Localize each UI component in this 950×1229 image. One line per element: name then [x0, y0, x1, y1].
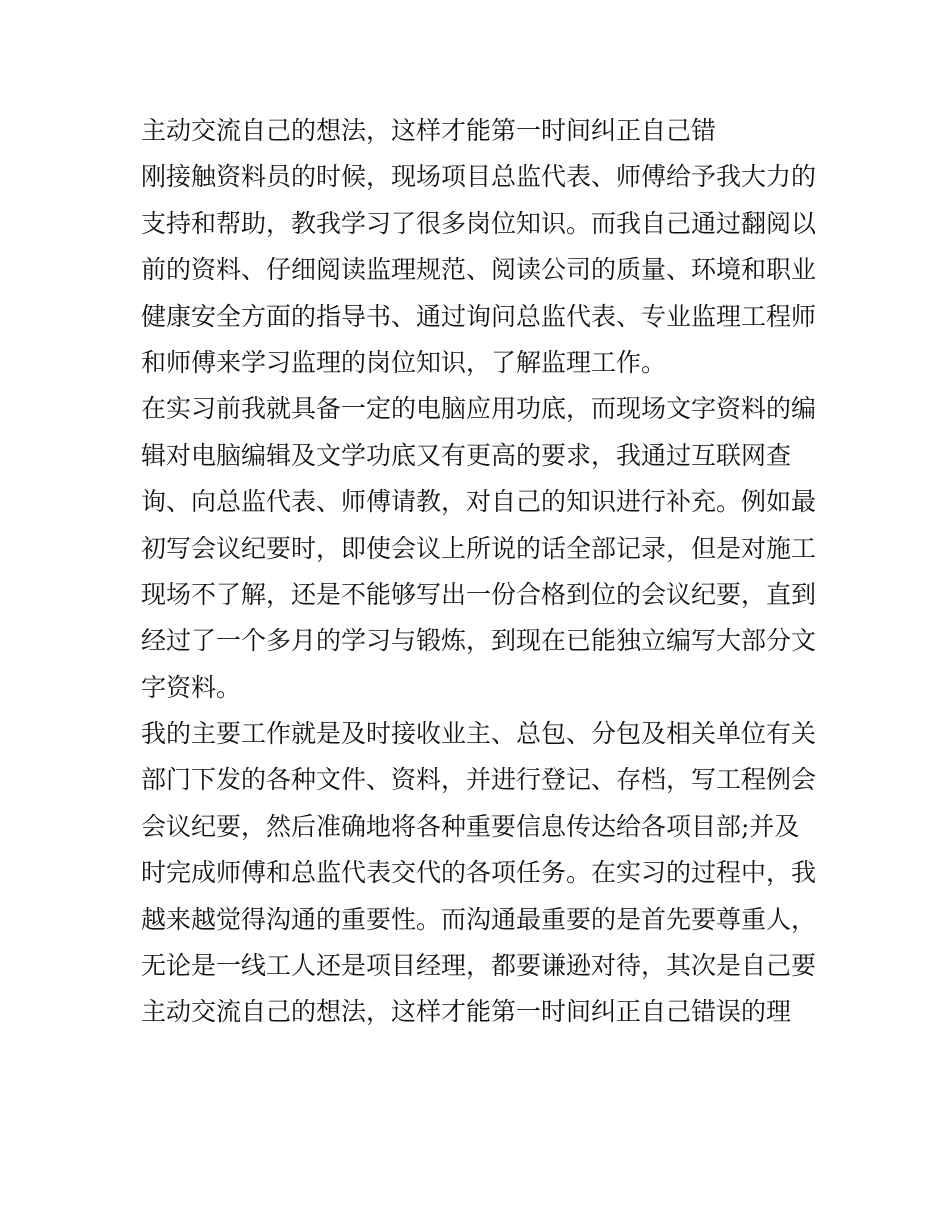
- text-line-10: 初写会议纪要时，即使会议上所说的话全部记录，但是对施工: [141, 533, 817, 563]
- text-line-2: 刚接触资料员的时候，现场项目总监代表、师傅给予我大力的: [141, 162, 817, 192]
- text-line-18: 越来越觉得沟通的重要性。而沟通最重要的是首先要尊重人，: [141, 904, 817, 934]
- text-line-15: 部门下发的各种文件、资料，并进行登记、存档，写工程例会: [141, 765, 817, 795]
- text-line-6: 和师傅来学习监理的岗位知识，了解监理工作。: [141, 347, 667, 377]
- text-line-14: 我的主要工作就是及时接收业主、总包、分包及相关单位有关: [141, 719, 817, 749]
- text-line-3: 支持和帮助，教我学习了很多岗位知识。而我自己通过翻阅以: [141, 208, 817, 238]
- text-line-16: 会议纪要，然后准确地将各种重要信息传达给各项目部;并及: [141, 811, 800, 841]
- text-line-4: 前的资料、仔细阅读监理规范、阅读公司的质量、环境和职业: [141, 255, 817, 285]
- document-body: [141, 108, 821, 1036]
- text-line-20: 主动交流自己的想法，这样才能第一时间纠正自己错误的理: [141, 997, 792, 1027]
- text-line-7: 在实习前我就具备一定的电脑应用功底，而现场文字资料的编: [141, 394, 817, 424]
- text-line-19: 无论是一线工人还是项目经理，都要谦逊对待，其次是自己要: [141, 951, 817, 981]
- text-line-12: 经过了一个多月的学习与锻炼，到现在已能独立编写大部分文: [141, 626, 817, 656]
- text-line-8: 辑对电脑编辑及文学功底又有更高的要求，我通过互联网查: [141, 440, 792, 470]
- text-line-11: 现场不了解，还是不能够写出一份合格到位的会议纪要，直到: [141, 579, 817, 609]
- text-line-1: 主动交流自己的想法，这样才能第一时间纠正自己错: [141, 116, 717, 145]
- text-line-17: 时完成师傅和总监代表交代的各项任务。在实习的过程中，我: [141, 858, 817, 888]
- text-line-9: 询、向总监代表、师傅请教，对自己的知识进行补充。例如最: [141, 487, 817, 517]
- text-line-5: 健康安全方面的指导书、通过询问总监代表、专业监理工程师: [141, 301, 817, 331]
- text-line-13: 字资料。: [141, 672, 242, 702]
